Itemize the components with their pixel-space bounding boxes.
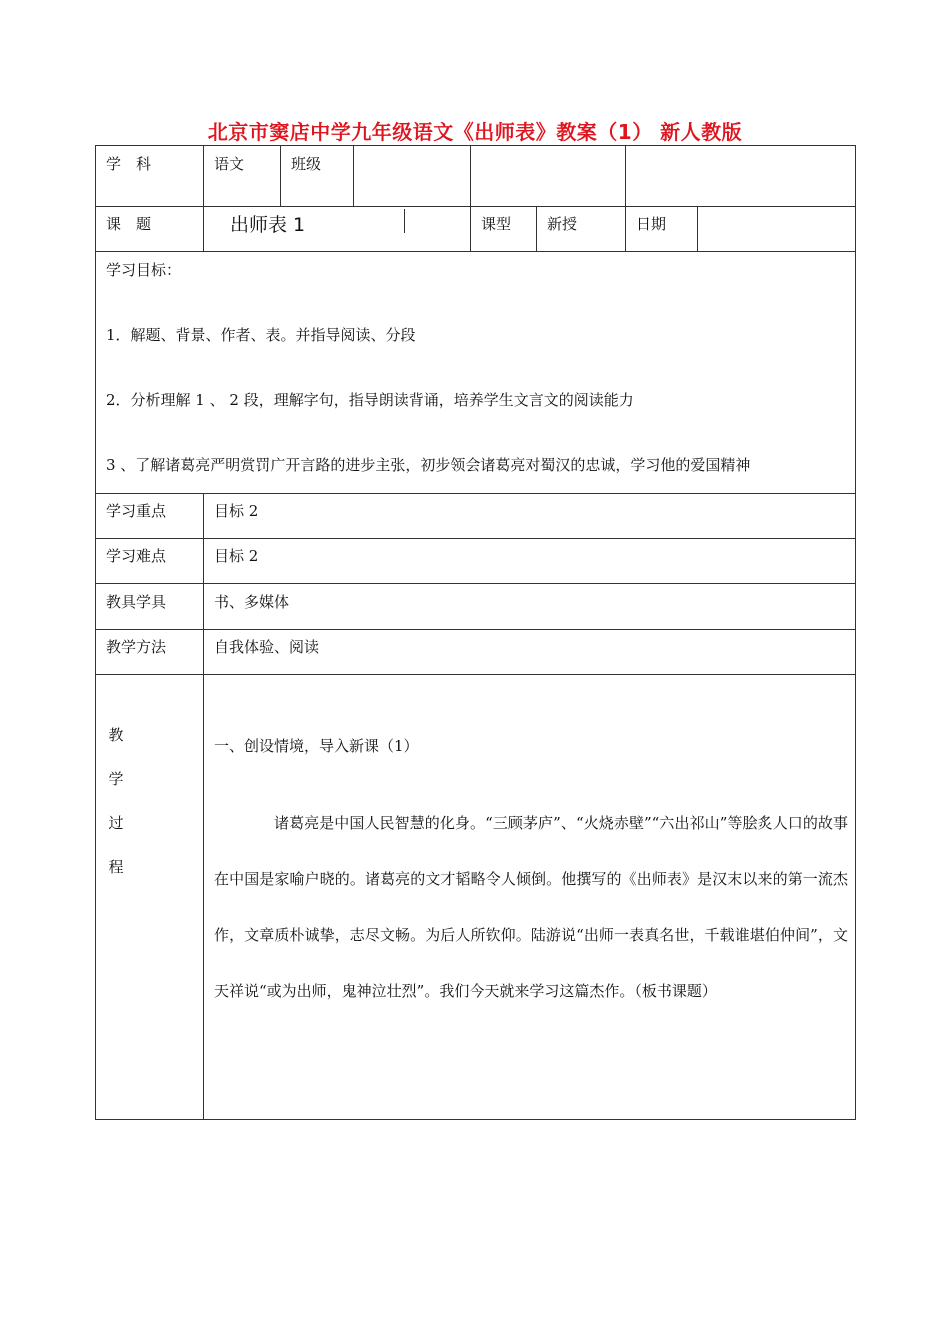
row-divider	[95, 493, 856, 494]
class-label: 班级	[291, 155, 322, 173]
objectives-heading: 学习目标：	[106, 261, 182, 279]
column-divider	[625, 145, 626, 251]
column-divider	[470, 145, 471, 251]
key-point-label: 学习重点	[106, 502, 167, 520]
process-label-char: 学	[108, 770, 124, 788]
teaching-aids-value: 书、多媒体	[214, 593, 290, 611]
row-divider	[95, 583, 856, 584]
column-divider	[280, 145, 281, 206]
column-divider	[697, 206, 698, 251]
key-point-value: 目标 2	[214, 502, 259, 520]
subject-value: 语文	[214, 155, 245, 173]
teaching-method-label: 教学方法	[106, 638, 167, 656]
topic-value: 出师表 1	[230, 214, 306, 236]
teaching-method-value: 自我体验、阅读	[214, 638, 320, 656]
process-section-heading: 一、创设情境，导入新课（1）	[214, 737, 419, 755]
objective-item: 2．分析理解 1 、 2 段，理解字句，指导朗读背诵，培养学生文言文的阅读能力	[106, 391, 634, 409]
teaching-aids-label: 教具学具	[106, 593, 167, 611]
column-divider	[203, 493, 204, 1120]
column-divider	[203, 145, 204, 251]
date-label: 日期	[636, 215, 667, 233]
process-label-char: 过	[108, 814, 124, 832]
process-label-char: 程	[108, 858, 124, 876]
subject-label: 学 科	[106, 155, 152, 173]
column-divider	[536, 206, 537, 251]
row-divider	[95, 251, 856, 252]
row-divider	[95, 538, 856, 539]
document-title: 北京市窦店中学九年级语文《出师表》教案（1） 新人教版	[207, 120, 743, 144]
row-divider	[95, 206, 856, 207]
difficulty-label: 学习难点	[106, 547, 167, 565]
process-label	[106, 713, 126, 889]
topic-label: 课 题	[106, 215, 152, 233]
objective-item: 1．解题、背景、作者、表。并指导阅读、分段	[106, 326, 416, 344]
column-divider	[353, 145, 354, 206]
topic-cursor-mark	[404, 209, 405, 233]
row-divider	[95, 629, 856, 630]
lesson-type-value: 新授	[547, 215, 578, 233]
difficulty-value: 目标 2	[214, 547, 259, 565]
process-paragraph: 诸葛亮是中国人民智慧的化身。“三顾茅庐”、“火烧赤壁”“六出祁山”等脍炙人口的故事在中国是家喻户晓的。诸葛亮的文才韬略令人倾倒。他撰写的《出师表》是汉末以来的第一流杰作，文章质朴诚挚，志尽文畅。为后人所钦仰。陆游说“出师一表真名世，千载谁堪伯仲间”，文天祥说“或为出师，鬼神泣壮烈”。我们今天就来学习这篇杰作。（板书课题）	[214, 814, 848, 1000]
objective-item: 3 、了解诸葛亮严明赏罚广开言路的进步主张，初步领会诸葛亮对蜀汉的忠诚，学习他的爱国精神	[106, 456, 751, 474]
row-divider	[95, 674, 856, 675]
lesson-type-label: 课型	[481, 215, 512, 233]
process-label-char: 教	[108, 726, 124, 744]
